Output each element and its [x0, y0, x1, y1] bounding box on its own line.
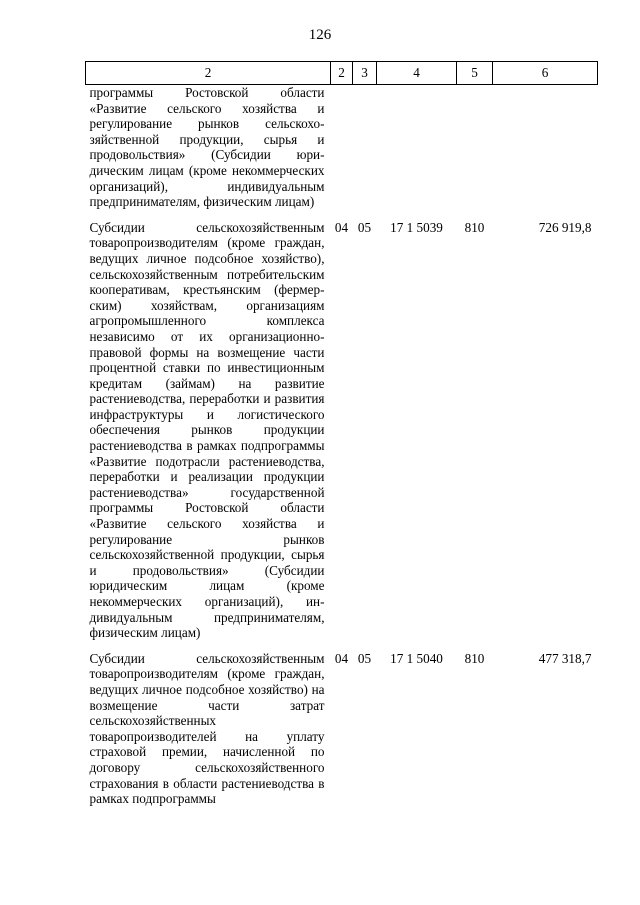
- row-subsection: [353, 85, 377, 220]
- table-row: [86, 85, 598, 220]
- row-expense-type: 810: [464, 219, 485, 235]
- table-row: [86, 651, 598, 817]
- row-name: программы Ростовской области «Развитие сельского хозяйства и регулирование рынков сельскохозяйственной продукции, сырья и продовольствия» (Субсидии юридическим лицам (кроме некоммерческих организаций), индивидуальным предпринимателям, физическим лицам): [89, 85, 325, 210]
- header-col-subsection: 3: [353, 62, 377, 85]
- header-col-amount: 6: [493, 62, 598, 85]
- row-target-code: [377, 85, 457, 220]
- row-subsection: 05: [357, 219, 372, 235]
- table-header-row: [86, 62, 598, 85]
- row-target-code: 17 1 5040: [390, 650, 443, 666]
- row-name: Субсидии сельскохозяйственным товаропроизводителям (кроме граждан, ведущих личное подсобное хозяйство), сельскохозяйственным потребительским кооперативам, крестьянским (фермерским) хозяйствам, организациям агропромышленного комплекса независимо от их организационно-правовой формы на возмещение части процентной ставки по инвестиционным кредитам (займам) на развитие растениеводства, переработки и развития инфраструктуры и логистического обеспечения рынков продукции растениеводства в рамках подпрограммы «Развитие подотрасли растениеводства, переработки и реализации продукции растениеводства» государственной программы Ростовской области «Развитие сельского хозяйства и регулирование рынков сельскохозяйственной продукции, сырья и продовольствия» (Субсидии юридическим лицам (кроме некоммерческих организаций), индивидуальным предпринимателям, физическим лицам): [89, 219, 325, 641]
- row-section: [331, 85, 353, 220]
- header-col-expense-type: 5: [457, 62, 493, 85]
- header-col-section: 2: [331, 62, 353, 85]
- page-number: 126: [308, 27, 332, 43]
- row-expense-type: [457, 85, 493, 220]
- row-section: 04: [334, 650, 349, 666]
- header-col-target-code: 4: [377, 62, 457, 85]
- row-target-code: 17 1 5039: [390, 219, 443, 235]
- row-amount: [493, 85, 598, 220]
- row-name: Субсидии сельскохозяйственным товаропроизводителям (кроме граждан, ведущих личное подсобное хозяйство) на возмещение части затрат сельскохозяйственных товаропроизводителей на уплату страховой премии, начисленной по договору сельскохозяйственного страхования в области растениеводства в рамках подпрограммы: [89, 650, 325, 807]
- header-col-name: 2: [86, 62, 331, 85]
- row-amount: 726 919,8: [538, 219, 592, 235]
- row-section: 04: [334, 219, 349, 235]
- row-subsection: 05: [357, 650, 372, 666]
- budget-table: [85, 61, 598, 817]
- row-expense-type: 810: [464, 650, 485, 666]
- table-row: [86, 220, 598, 651]
- row-amount: 477 318,7: [538, 650, 592, 666]
